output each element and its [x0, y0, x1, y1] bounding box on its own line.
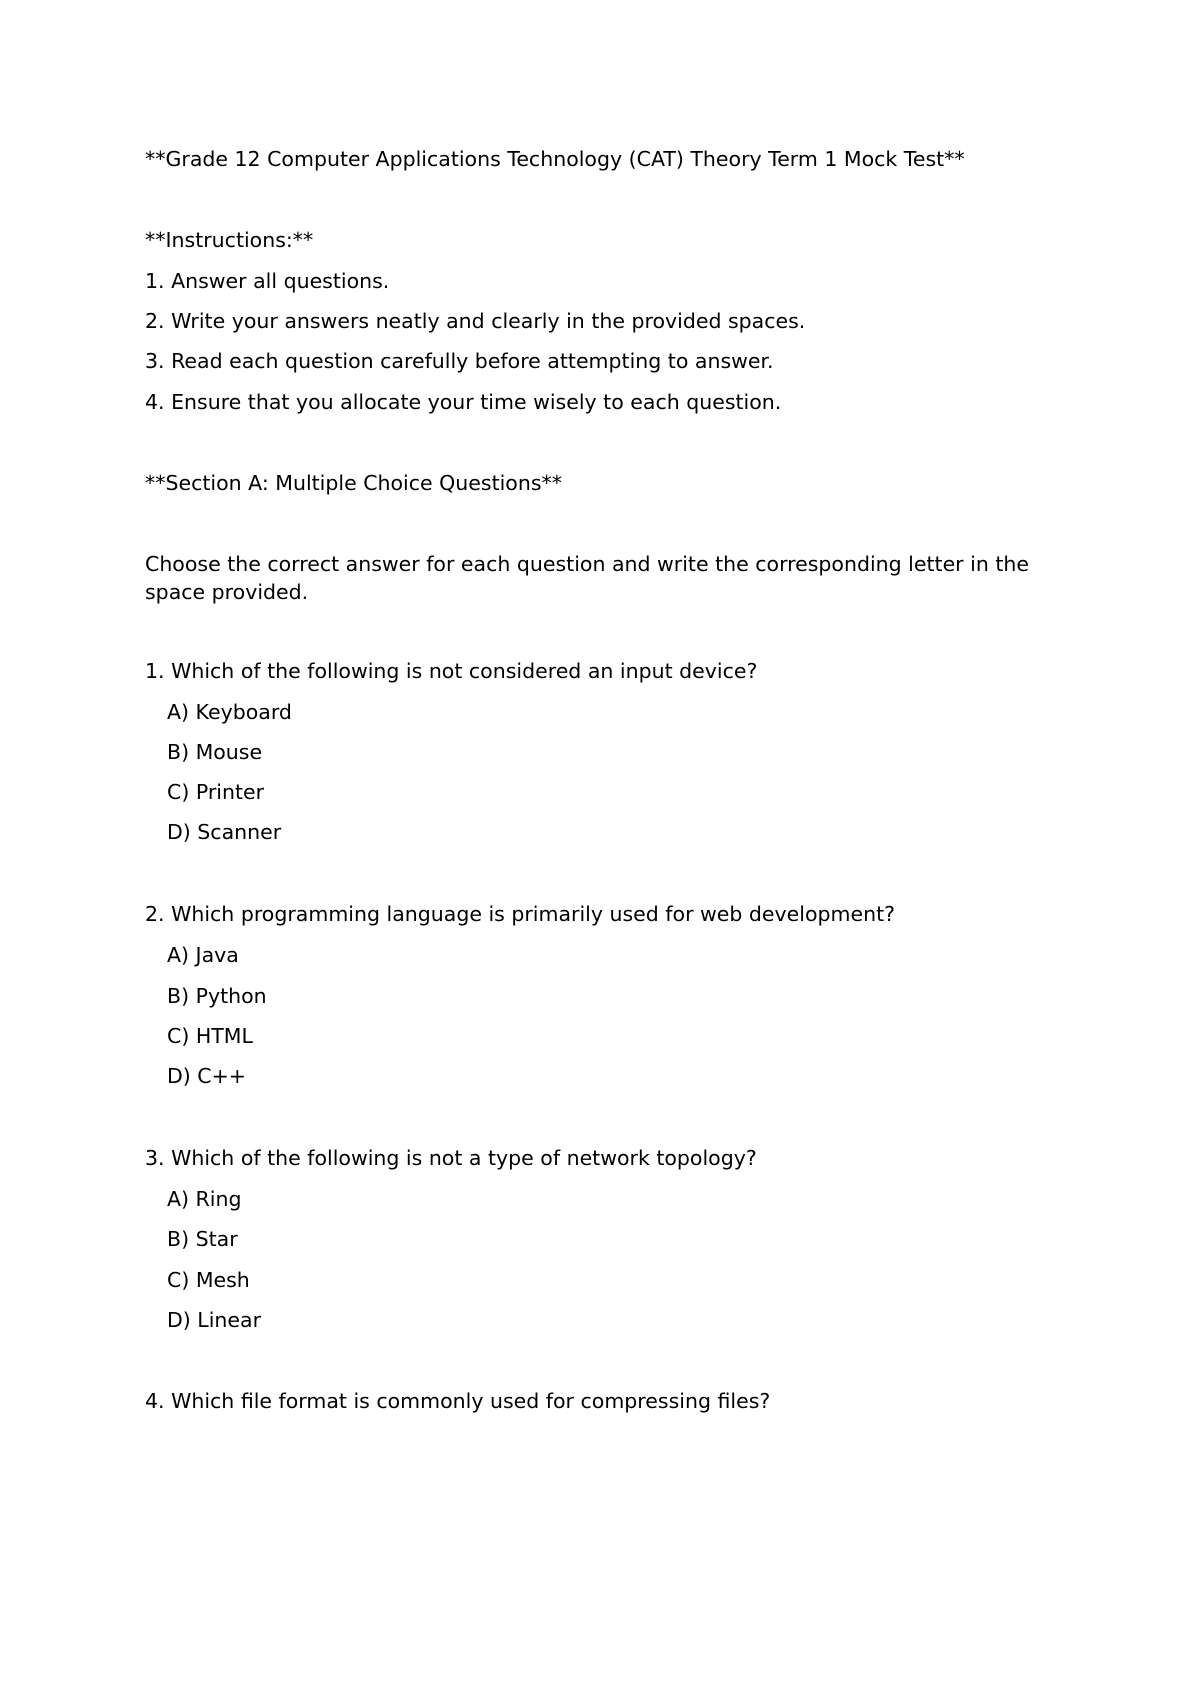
document-title: **Grade 12 Computer Applications Technology (CAT) Theory Term 1 Mock Test** [145, 147, 965, 171]
question-1-option-b: B) Mouse [167, 740, 263, 764]
instruction-item: 1. Answer all questions. [145, 269, 390, 293]
question-3-option-a: A) Ring [167, 1187, 242, 1211]
question-2-option-c: C) HTML [167, 1024, 253, 1048]
question-3-option-c: C) Mesh [167, 1268, 250, 1292]
question-2: 2. Which programming language is primarily used for web development? [145, 902, 896, 926]
instruction-item: 4. Ensure that you allocate your time wisely to each question. [145, 390, 782, 414]
question-2-option-b: B) Python [167, 984, 267, 1008]
instruction-item: 3. Read each question carefully before attempting to answer. [145, 349, 774, 373]
question-1: 1. Which of the following is not considered an input device? [145, 659, 758, 683]
instruction-item: 2. Write your answers neatly and clearly in the provided spaces. [145, 309, 806, 333]
question-1-option-a: A) Keyboard [167, 700, 292, 724]
question-1-option-c: C) Printer [167, 780, 265, 804]
question-3: 3. Which of the following is not a type of network topology? [145, 1146, 757, 1170]
question-3-option-d: D) Linear [167, 1308, 262, 1332]
question-2-option-d: D) C++ [167, 1064, 246, 1088]
section-a-intro: Choose the correct answer for each question and write the corresponding letter in the space provided. [145, 552, 1029, 604]
question-2-option-a: A) Java [167, 943, 239, 967]
question-1-option-d: D) Scanner [167, 820, 282, 844]
question-3-option-b: B) Star [167, 1227, 238, 1251]
instructions-heading: **Instructions:** [145, 228, 314, 252]
question-4: 4. Which file format is commonly used for compressing files? [145, 1389, 771, 1413]
section-a-heading: **Section A: Multiple Choice Questions** [145, 471, 563, 495]
